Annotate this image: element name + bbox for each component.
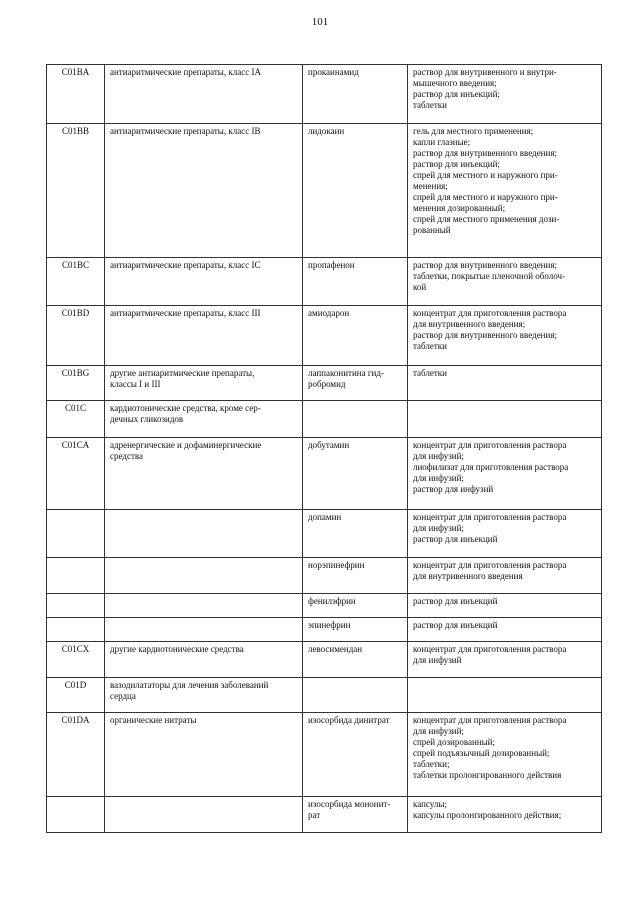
dosage-forms-text: концентрат для приготовления раствора для внутривенного введения <box>413 560 567 581</box>
drug-group <box>105 510 303 558</box>
dosage-forms <box>408 678 602 713</box>
table-row <box>47 401 602 438</box>
drug-name: пропафенон <box>303 258 408 306</box>
dosage-forms <box>408 401 602 438</box>
drug-group: антиаритмические препараты, класс III <box>105 306 303 366</box>
drug-group-text: другие антиаритмические препараты, классы I и III <box>110 368 255 389</box>
atc-code: C01BD <box>47 306 105 366</box>
drug-group: антиаритмические препараты, класс IA <box>105 65 303 124</box>
drug-group: антиаритмические препараты, класс IB <box>105 124 303 258</box>
table-row <box>47 797 602 833</box>
atc-code <box>47 594 105 618</box>
dosage-forms-text: концентрат для приготовления раствора для инфузий; лиофилизат для приготовления раствора для инфузий; раствор для инфузий <box>413 440 569 494</box>
dosage-forms <box>408 258 602 306</box>
atc-code: C01DA <box>47 713 105 797</box>
drug-group: органические нитраты <box>105 713 303 797</box>
drug-group: другие кардиотонические средства <box>105 642 303 678</box>
atc-code: C01BC <box>47 258 105 306</box>
drug-name: амиодарон <box>303 306 408 366</box>
drug-name-text: изосорбида мононит- рат <box>308 799 391 820</box>
drug-group <box>105 678 303 713</box>
drug-name <box>303 366 408 401</box>
drug-group-text: адренергические и дофаминергические средства <box>110 440 262 461</box>
dosage-forms-text: раствор для внутривенного и внутри- мышечного введения; раствор для инъекций; таблетки <box>413 67 557 110</box>
drug-group <box>105 618 303 642</box>
drug-group <box>105 401 303 438</box>
atc-code <box>47 797 105 833</box>
drug-group-text: вазодилататоры для лечения заболеваний сердца <box>110 680 269 701</box>
dosage-forms-text: концентрат для приготовления раствора для инфузий; спрей дозированный; спрей подъязычный дозированный; таблетки; таблетки пролонгированного действия <box>413 715 567 780</box>
drug-group <box>105 558 303 594</box>
dosage-forms <box>408 510 602 558</box>
table-row <box>47 713 602 797</box>
dosage-forms: раствор для инъекций <box>408 618 602 642</box>
table-row <box>47 594 602 618</box>
dosage-forms-text: гель для местного применения; капли глазные; раствор для внутривенного введения; раствор для инъекций; спрей для местного и наружного при- менения; спрей для местного и наружного при- менения дозированный; спрей для местного применения дози- рованный <box>413 126 560 235</box>
dosage-forms <box>408 438 602 510</box>
drug-table <box>46 64 602 833</box>
dosage-forms <box>408 65 602 124</box>
table-row <box>47 306 602 366</box>
atc-code: C01CX <box>47 642 105 678</box>
dosage-forms-text: капсулы; капсулы пролонгированного действия; <box>413 799 562 820</box>
drug-name: норэпинефрин <box>303 558 408 594</box>
drug-group <box>105 797 303 833</box>
atc-code: C01BG <box>47 366 105 401</box>
drug-name: изосорбида динитрат <box>303 713 408 797</box>
atc-code: C01CA <box>47 438 105 510</box>
drug-name <box>303 401 408 438</box>
drug-name: левосимендан <box>303 642 408 678</box>
dosage-forms <box>408 558 602 594</box>
dosage-forms <box>408 797 602 833</box>
drug-name: лидокаин <box>303 124 408 258</box>
table-row <box>47 65 602 124</box>
drug-name: допамин <box>303 510 408 558</box>
atc-code: C01BA <box>47 65 105 124</box>
dosage-forms-text: концентрат для приготовления раствора для инфузий <box>413 644 567 665</box>
atc-code <box>47 510 105 558</box>
page-number: 101 <box>311 16 329 28</box>
drug-name: эпинефрин <box>303 618 408 642</box>
atc-code: C01C <box>47 401 105 438</box>
table-row <box>47 258 602 306</box>
drug-group: антиаритмические препараты, класс IC <box>105 258 303 306</box>
drug-name <box>303 797 408 833</box>
dosage-forms: раствор для инъекций <box>408 594 602 618</box>
drug-name <box>303 678 408 713</box>
dosage-forms-text: таблетки <box>413 368 448 378</box>
drug-name: фенилэфрин <box>303 594 408 618</box>
dosage-forms <box>408 124 602 258</box>
drug-group <box>105 366 303 401</box>
table-row <box>47 642 602 678</box>
table-row <box>47 678 602 713</box>
drug-group-text: кардиотонические средства, кроме сер- дечных гликозидов <box>110 403 261 424</box>
atc-code: C01BB <box>47 124 105 258</box>
dosage-forms <box>408 642 602 678</box>
dosage-forms-text: раствор для внутривенного введения; таблетки, покрытые пленочной оболоч- кой <box>413 260 565 292</box>
table-row <box>47 618 602 642</box>
dosage-forms <box>408 366 602 401</box>
dosage-forms <box>408 306 602 366</box>
drug-name-text: лаппаконитина гид- робромид <box>308 368 384 389</box>
drug-name: добутамин <box>303 438 408 510</box>
table-row <box>47 438 602 510</box>
drug-group <box>105 438 303 510</box>
dosage-forms-text: концентрат для приготовления раствора для внутривенного введения; раствор для внутривенного введения; таблетки <box>413 308 567 351</box>
atc-code <box>47 618 105 642</box>
table-row <box>47 366 602 401</box>
table-row <box>47 510 602 558</box>
drug-name: прокаинамид <box>303 65 408 124</box>
dosage-forms-text: концентрат для приготовления раствора для инфузий; раствор для инъекций <box>413 512 567 544</box>
atc-code: C01D <box>47 678 105 713</box>
drug-group <box>105 594 303 618</box>
dosage-forms <box>408 713 602 797</box>
table-row <box>47 124 602 258</box>
atc-code <box>47 558 105 594</box>
table-row <box>47 558 602 594</box>
